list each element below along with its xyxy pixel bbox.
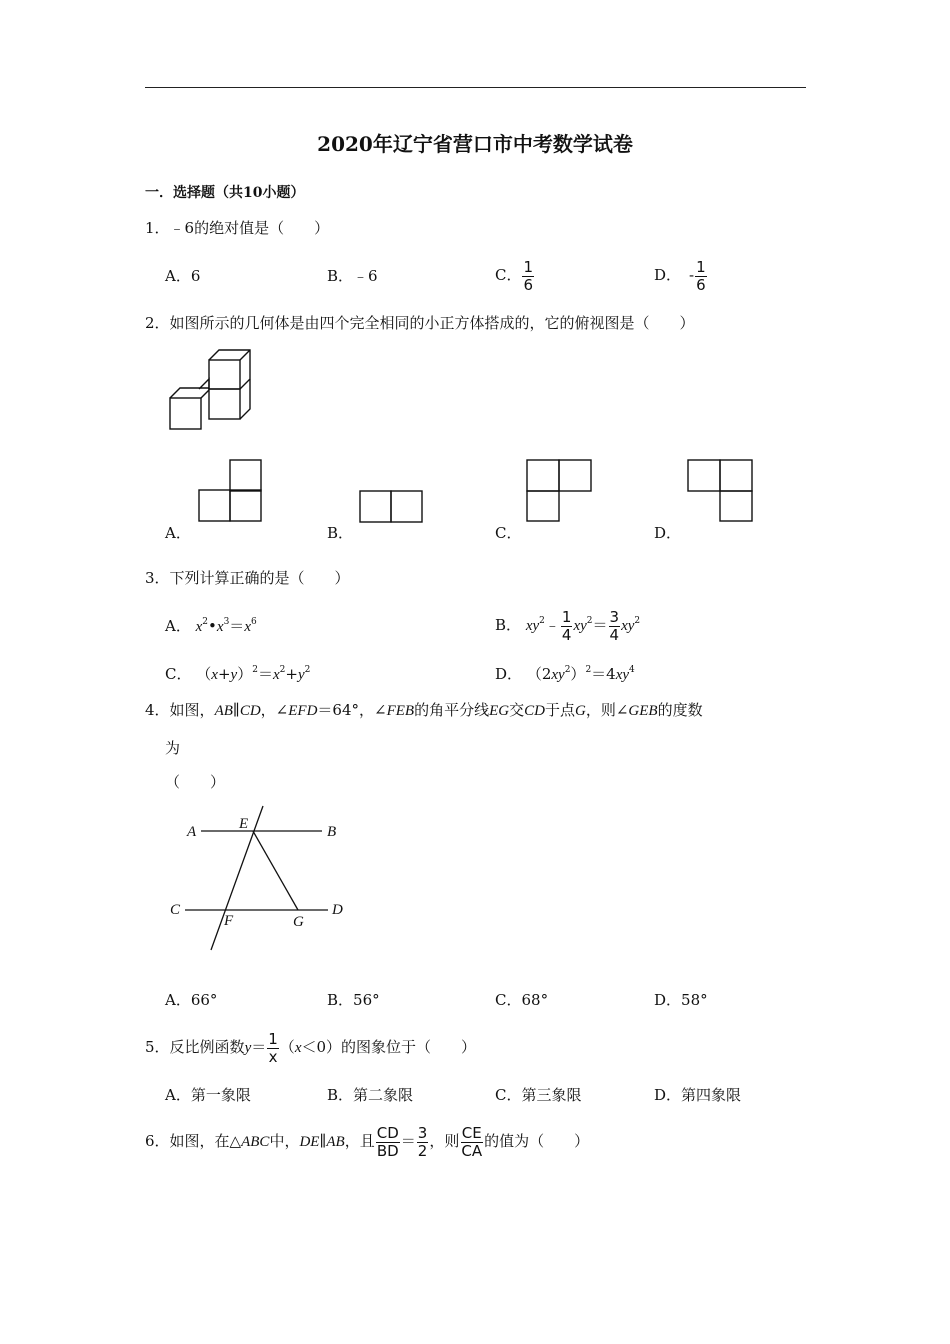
- stem-text: ，则∠: [585, 701, 629, 719]
- q2-option-b: B．: [327, 524, 354, 542]
- fraction-numerator: 1: [696, 257, 706, 276]
- question-number: 5．: [145, 1038, 170, 1056]
- q2-option-a: A．: [165, 524, 191, 542]
- var-efd: EFD: [288, 703, 318, 719]
- stem-text: ，∠: [260, 701, 289, 719]
- question-number: 4．: [145, 701, 170, 719]
- q1-option-c: [495, 256, 535, 294]
- fraction-numerator: 3: [417, 1123, 428, 1142]
- q2-option-d: D．: [654, 524, 682, 542]
- stem-text: 反比例函数: [169, 1038, 245, 1056]
- option-label: A．: [165, 617, 191, 635]
- q3-option-b: [495, 605, 640, 646]
- var-geb: GEB: [628, 703, 658, 719]
- page-title: 2020年辽宁省营口市中考数学试卷: [317, 132, 633, 156]
- q1-option-a: A．6: [165, 267, 201, 285]
- label-c: C: [170, 902, 181, 918]
- question-stem: 如图所示的几何体是由四个完全相同的小正方体搭成的，它的俯视图是（ ）: [169, 314, 695, 332]
- option-label: D．: [495, 665, 523, 683]
- label-e: E: [239, 816, 249, 832]
- question-1: [145, 218, 329, 238]
- fraction-numerator: 1: [561, 607, 572, 626]
- question-number: 6．: [145, 1132, 170, 1150]
- stem-text: ，且: [344, 1132, 375, 1150]
- q2-option-c-figure: [527, 459, 593, 523]
- fraction: [376, 1125, 400, 1160]
- stem-text: 的角平分线: [414, 701, 490, 719]
- question-4: [145, 700, 703, 721]
- cube-solid-figure: [160, 340, 260, 440]
- question-stem: ﹣6的绝对值是（ ）: [169, 219, 330, 237]
- q1-option-b: B．﹣6: [327, 267, 378, 285]
- question-3: [145, 568, 350, 588]
- math-expression: $(2xy^2)^2=4xy^4$: [526, 665, 635, 683]
- var-de: DE: [299, 1134, 320, 1150]
- fraction-numerator: CE: [461, 1123, 482, 1142]
- label-g: G: [293, 914, 304, 930]
- q5-option-c: C．第三象限: [495, 1086, 582, 1104]
- question-stem: 下列计算正确的是（ ）: [169, 569, 350, 587]
- stem-text: 的度数: [657, 701, 703, 719]
- parallel-symbol: ∥: [232, 701, 240, 719]
- var-cd: CD: [524, 703, 545, 719]
- q4-option-d: D．58°: [654, 991, 708, 1009]
- fraction-numerator: 1: [268, 1029, 278, 1048]
- fraction: [417, 1125, 429, 1160]
- fraction: [267, 1031, 279, 1066]
- var-feb: FEB: [386, 703, 415, 719]
- stem-text: ＜0）的图象位于（ ）: [301, 1038, 477, 1056]
- option-label: C．: [495, 266, 522, 284]
- option-label: C．: [165, 665, 192, 683]
- q2-option-a-figure: [199, 459, 263, 523]
- header-rule: [145, 87, 806, 88]
- label-f: F: [224, 913, 234, 929]
- q2-option-c: C．: [495, 524, 522, 542]
- math-expression: $xy^2﹣$ $\frac{1}{4}$ $xy^2=$ $\frac{3}{4}$ $xy^2$: [525, 607, 641, 644]
- option-label: D．: [654, 266, 682, 284]
- q5-option-b: B．第二象限: [327, 1086, 414, 1104]
- q3-option-d: [495, 664, 635, 685]
- fraction-denominator: CA: [461, 1141, 483, 1160]
- parallel-lines-figure: [165, 800, 355, 955]
- q3-option-c: [165, 664, 310, 685]
- stem-text: ＝64°，∠: [317, 701, 387, 719]
- stem-text: 如图，在△: [169, 1132, 242, 1150]
- fraction-denominator: 6: [696, 275, 706, 294]
- stem-text: ，则: [429, 1132, 460, 1150]
- var-x: x: [294, 1040, 302, 1056]
- q5-option-a: A．第一象限: [165, 1086, 251, 1104]
- stem-text: 中，: [269, 1132, 300, 1150]
- label-d: D: [332, 902, 343, 918]
- question-number: 3．: [145, 569, 170, 587]
- q2-option-b-figure: [360, 490, 424, 524]
- question-6: [145, 1121, 589, 1162]
- q4-option-b: B．56°: [327, 991, 380, 1009]
- q1-option-d: [654, 256, 708, 294]
- section-heading: 一．选择题（共10小题）: [145, 185, 305, 201]
- q4-option-c: C．68°: [495, 991, 549, 1009]
- fraction-denominator: x: [268, 1047, 278, 1066]
- question-number: 2．: [145, 314, 170, 332]
- var-ab: AB: [214, 703, 233, 719]
- q4-answer-paren: （ ）: [165, 773, 226, 791]
- stem-text: 交: [509, 701, 525, 719]
- parallel-symbol: ∥: [319, 1132, 327, 1150]
- label-b: B: [327, 824, 337, 840]
- q3-option-a: [165, 616, 257, 637]
- math-expression: $x^2•x^3=x^6$: [195, 617, 257, 635]
- var-g: G: [574, 703, 586, 719]
- var-cd: CD: [239, 703, 261, 719]
- stem-text: （: [279, 1038, 295, 1056]
- fraction-numerator: CD: [376, 1123, 399, 1142]
- math-expression: $(x+y)^2=x^2+y^2$: [196, 665, 311, 683]
- stem-text: 于点: [544, 701, 575, 719]
- question-2: [145, 313, 695, 333]
- fraction: [522, 259, 534, 294]
- q4-option-a: A．66°: [165, 991, 218, 1009]
- equals-sign: ＝: [400, 1132, 416, 1150]
- stem-text: 如图，: [169, 701, 215, 719]
- fraction-numerator: 3: [609, 607, 620, 626]
- fraction-denominator: 4: [561, 625, 572, 644]
- question-5: [145, 1027, 476, 1068]
- q4-stem-line2: 为: [165, 739, 181, 757]
- fraction: [561, 609, 573, 644]
- var-y: y: [244, 1040, 252, 1056]
- equals-sign: ＝: [251, 1038, 267, 1056]
- fraction: [609, 609, 621, 644]
- fraction-denominator: 4: [609, 625, 620, 644]
- fraction-denominator: 2: [417, 1141, 428, 1160]
- q2-option-d-figure: [687, 459, 753, 523]
- var-abc: ABC: [241, 1134, 270, 1150]
- fraction: [695, 259, 707, 294]
- fraction-numerator: 1: [523, 257, 534, 276]
- var-ab: AB: [326, 1134, 345, 1150]
- question-number: 1．: [145, 219, 170, 237]
- var-eg: EG: [489, 703, 510, 719]
- minus-sign: -: [689, 266, 695, 284]
- fraction: [460, 1125, 483, 1160]
- option-label: B．: [495, 616, 522, 634]
- label-a: A: [187, 824, 197, 840]
- fraction-denominator: BD: [376, 1141, 399, 1160]
- fraction-denominator: 6: [523, 275, 534, 294]
- q5-option-d: D．第四象限: [654, 1086, 742, 1104]
- stem-text: 的值为（ ）: [484, 1132, 590, 1150]
